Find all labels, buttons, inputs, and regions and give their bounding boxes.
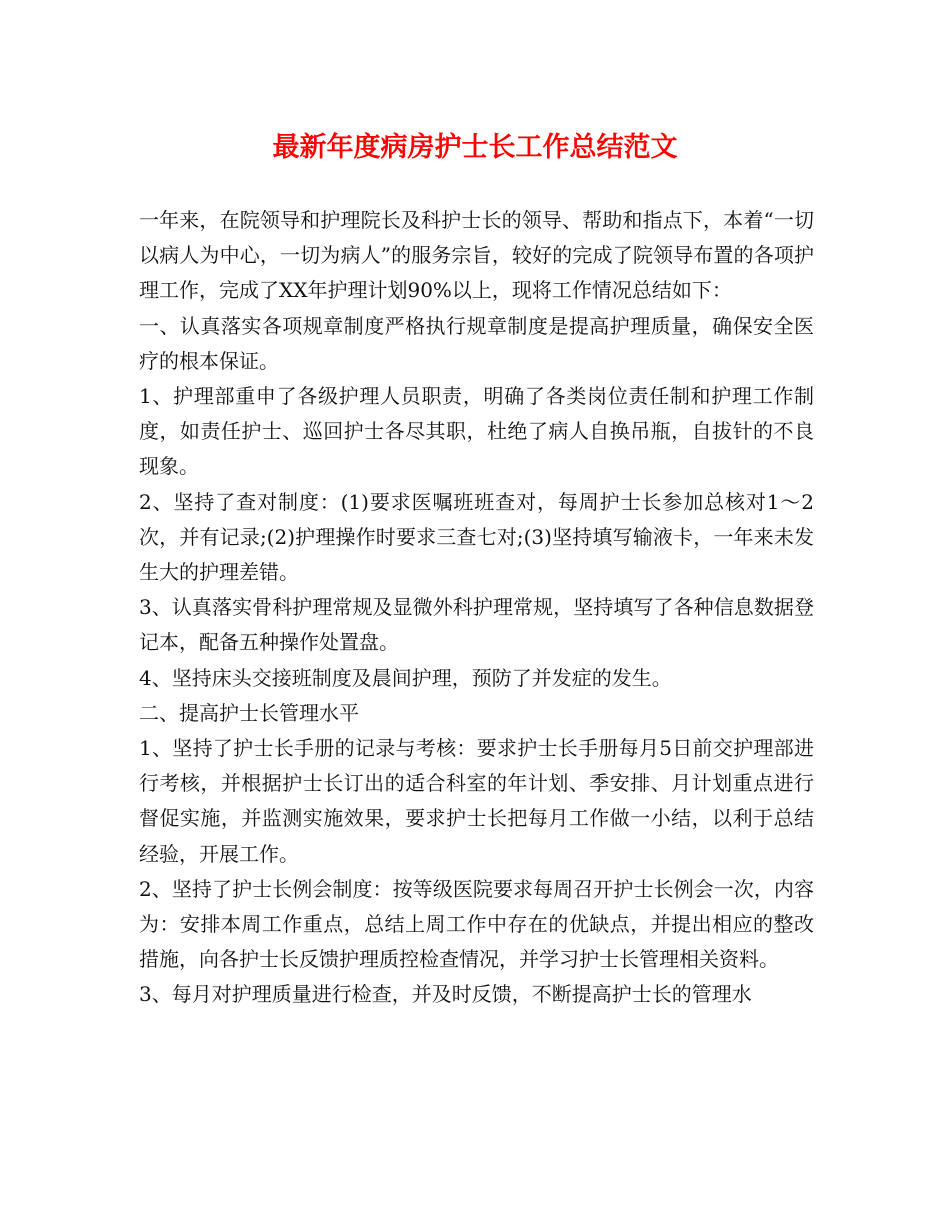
- paragraph-item-1-4: 4、坚持床头交接班制度及晨间护理，预防了并发症的发生。: [139, 665, 672, 690]
- paragraph-item-2-3: 3、每月对护理质量进行检查，并及时反馈，不断提高护士长的管理水: [139, 982, 752, 1007]
- paragraph-item-1-1: 1、护理部重申了各级护理人员职责，明确了各类岗位责任制和护理工作制度，如责任护士、巡回护士各尽其职，杜绝了病人自换吊瓶，自拔针的不良现象。: [139, 384, 814, 479]
- document-body: [139, 203, 814, 1013]
- document-title: 最新年度病房护士长工作总结范文: [272, 132, 678, 163]
- paragraph-item-2-1: 1、坚持了护士长手册的记录与考核：要求护士长手册每月5日前交护理部进行考核，并根据护士长订出的适合科室的年计划、季安排、月计划重点进行督促实施，并监测实施效果，要求护士长把每月工作做一小结，以利于总结经验，开展工作。: [139, 736, 814, 866]
- paragraph-item-2-2: 2、坚持了护士长例会制度：按等级医院要求每周召开护士长例会一次，内容为：安排本周工作重点，总结上周工作中存在的优缺点，并提出相应的整改措施，向各护士长反馈护理质控检查情况，并学习护士长管理相关资料。: [139, 876, 814, 972]
- paragraph-item-1-2: 2、坚持了查对制度：(1)要求医嘱班班查对，每周护士长参加总核对1～2次，并有记录;(2)护理操作时要求三查七对;(3)坚持填写输液卡，一年来未发生大的护理差错。: [139, 489, 814, 585]
- paragraph-section-2-heading: 二、提高护士长管理水平: [139, 700, 359, 725]
- paragraph-section-1-heading: 一、认真落实各项规章制度严格执行规章制度是提高护理质量，确保安全医疗的根本保证。: [139, 313, 814, 373]
- paragraph-intro: 一年来，在院领导和护理院长及科护士长的领导、帮助和指点下，本着“一切以病人为中心，一切为病人”的服务宗旨，较好的完成了院领导布置的各项护理工作，完成了XX年护理计划90%以上，现将工作情况总结如下：: [139, 208, 814, 303]
- paragraph-item-1-3: 3、认真落实骨科护理常规及显微外科护理常规，坚持填写了各种信息数据登记本，配备五种操作处置盘。: [139, 595, 814, 655]
